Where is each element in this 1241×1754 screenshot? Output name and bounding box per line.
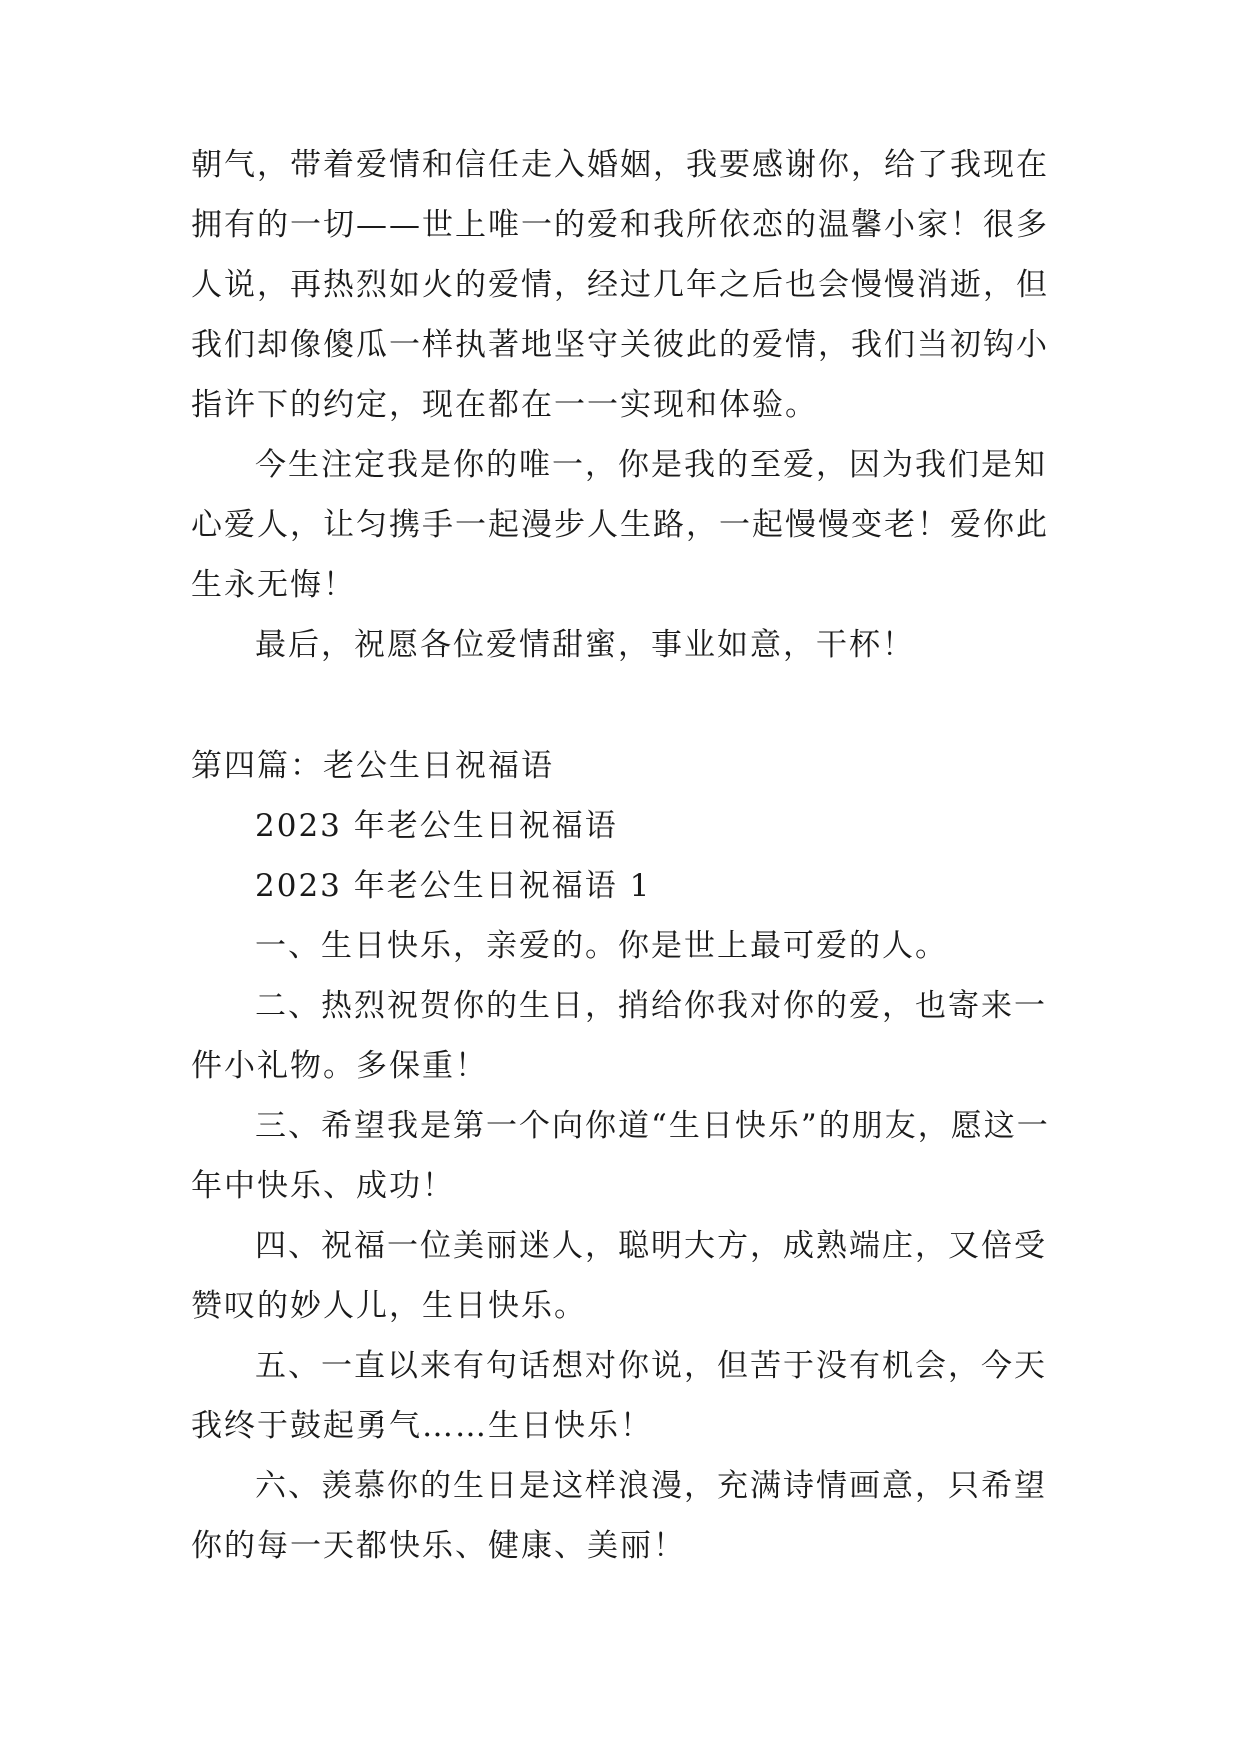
wish-item: 二、热烈祝贺你的生日，捎给你我对你的爱，也寄来一件小礼物。多保重！	[191, 988, 1047, 1084]
body-paragraph: 今生注定我是你的唯一，你是我的至爱，因为我们是知心爱人，让匀携手一起漫步人生路，一起慢慢变老！爱你此生永无悔！	[191, 447, 1049, 603]
wish-item: 一、生日快乐，亲爱的。你是世上最可爱的人。	[255, 928, 948, 964]
wish-item: 三、希望我是第一个向你道“生日快乐”的朋友，愿这一年中快乐、成功！	[191, 1108, 1050, 1204]
wish-item: 六、羡慕你的生日是这样浪漫，充满诗情画意，只希望你的每一天都快乐、健康、美丽！	[191, 1468, 1047, 1564]
wish-item: 五、一直以来有句话想对你说，但苦于没有机会，今天我终于鼓起勇气……生日快乐！	[191, 1348, 1047, 1444]
section-birthday-wishes	[191, 736, 1061, 1576]
body-paragraph: 最后，祝愿各位爱情甜蜜，事业如意，干杯！	[255, 627, 915, 663]
section-heading: 第四篇：老公生日祝福语	[191, 748, 554, 784]
section-continued-speech	[191, 135, 1061, 675]
section-subtitle-numbered: 2023 年老公生日祝福语 1	[255, 868, 652, 904]
body-paragraph: 朝气，带着爱情和信任走入婚姻，我要感谢你，给了我现在拥有的一切——世上唯一的爱和我所依恋的温馨小家！很多人说，再热烈如火的爱情，经过几年之后也会慢慢消逝，但我们却像傻瓜一样执著地坚守关彼此的爱情，我们当初钩小指许下的约定，现在都在一一实现和体验。	[191, 147, 1049, 423]
wish-item: 四、祝福一位美丽迷人，聪明大方，成熟端庄，又倍受赞叹的妙人儿，生日快乐。	[191, 1228, 1047, 1324]
section-subtitle: 2023 年老公生日祝福语	[255, 808, 618, 844]
